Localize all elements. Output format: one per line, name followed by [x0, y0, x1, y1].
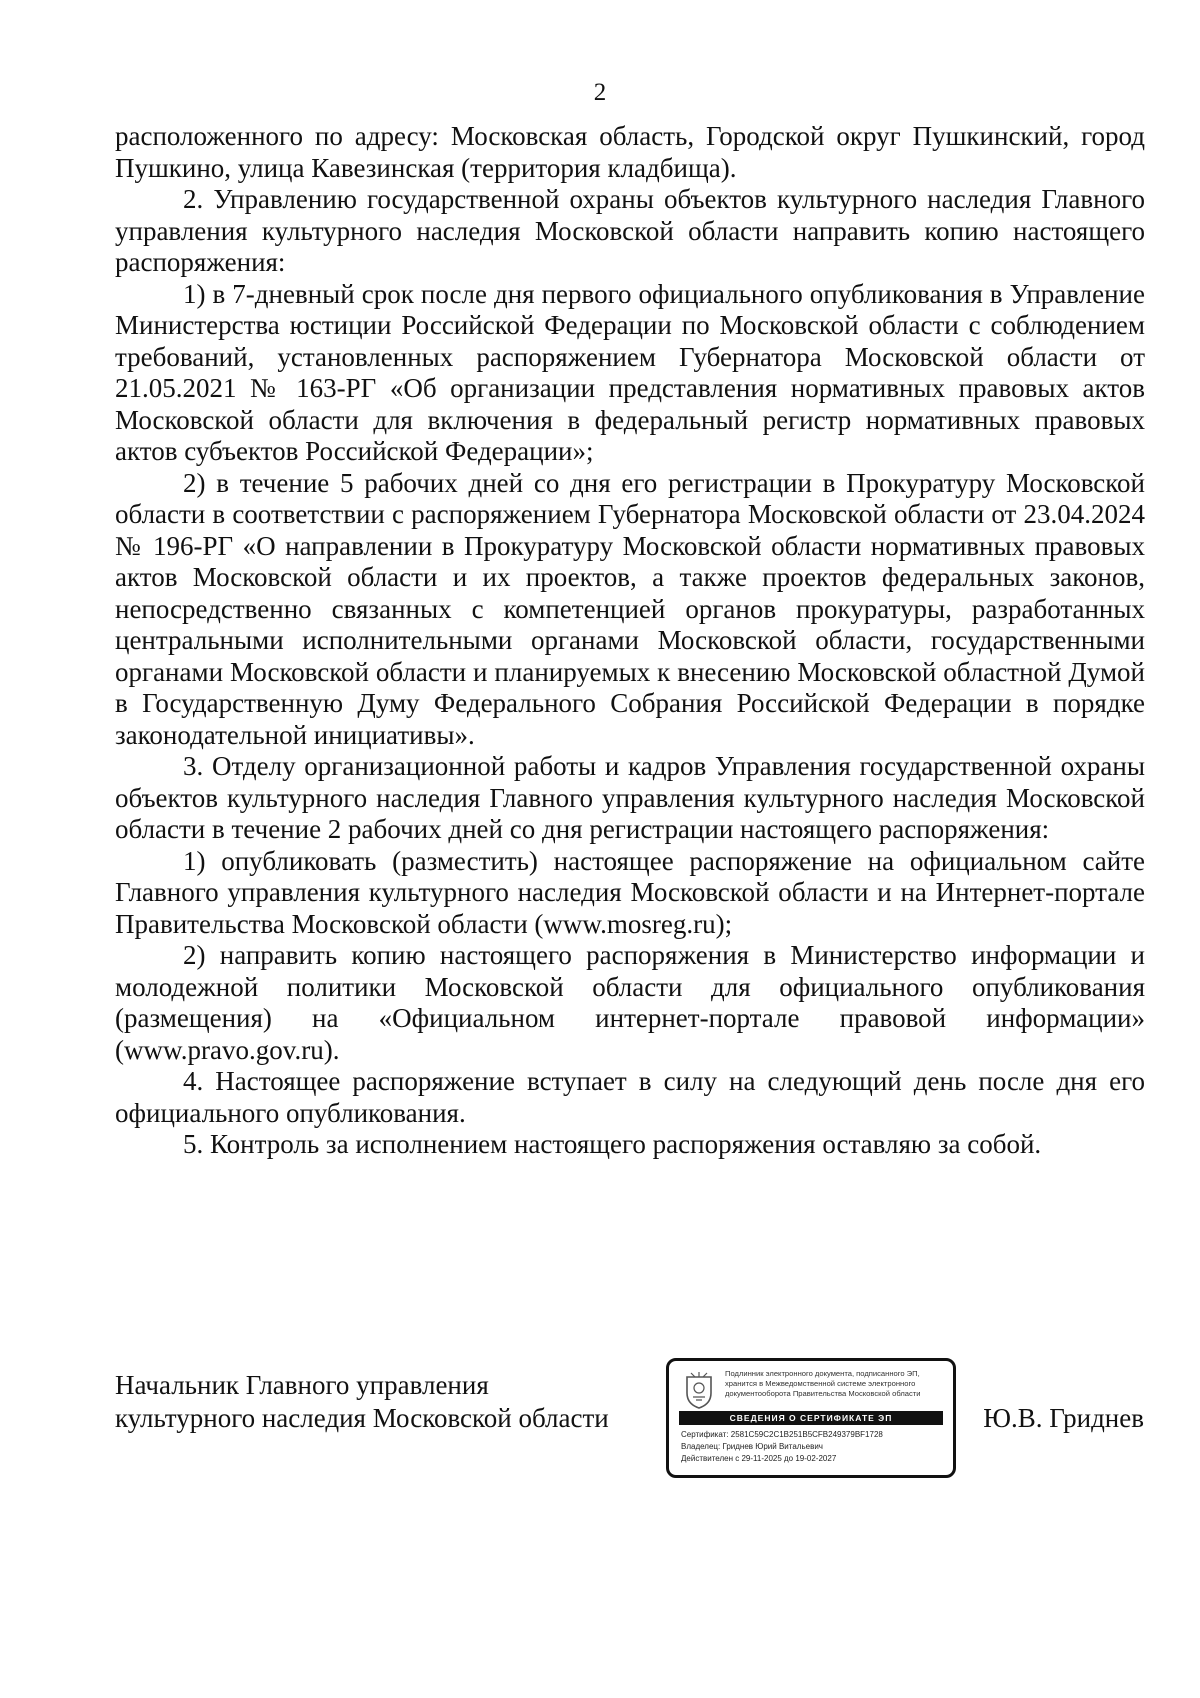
signer-position-line-1: Начальник Главного управления: [115, 1370, 489, 1400]
paragraph-item-5: 5. Контроль за исполнением настоящего распоряжения оставляю за собой.: [183, 1129, 1042, 1159]
stamp-note-line-3: документооборота Правительства Московской области: [725, 1389, 921, 1398]
stamp-owner: Владелец: Гриднев Юрий Витальевич: [681, 1442, 823, 1451]
paragraph-item-2: 2. Управлению государственной охраны объектов культурного наследия Главного управления культурного наследия Московской области направить копию настоящего распоряжения:: [115, 184, 1145, 277]
paragraph-item-4: 4. Настоящее распоряжение вступает в силу на следующий день после дня его официального опубликования.: [115, 1066, 1145, 1128]
coat-of-arms-icon: [679, 1371, 719, 1411]
stamp-details: [681, 1429, 949, 1465]
stamp-note-line-1: Подлинник электронного документа, подписанного ЭП,: [725, 1369, 920, 1378]
page-number: 2: [593, 79, 607, 106]
signer-position-line-2: культурного наследия Московской области: [115, 1403, 609, 1433]
stamp-header: СВЕДЕНИЯ О СЕРТИФИКАТЕ ЭП: [679, 1411, 943, 1425]
document-body: [115, 121, 1145, 1161]
paragraph-address-continuation: расположенного по адресу: Московская область, Городской округ Пушкинский, город Пушкино, улица Кавезинская (территория кладбища).: [115, 121, 1145, 183]
signer-name: Ю.В. Гриднев: [983, 1403, 1144, 1433]
paragraph-item-3: 3. Отделу организационной работы и кадров Управления государственной охраны объектов культурного наследия Главного управления культурного наследия Московской области в течение 2 рабочих дней со дня регистрации настоящего распоряжения:: [115, 751, 1145, 844]
stamp-validity: Действителен с 29-11-2025 до 19-02-2027: [681, 1454, 837, 1463]
stamp-note-line-2: хранится в Межведомственной системе электронного: [725, 1379, 916, 1388]
electronic-signature-stamp: [666, 1358, 956, 1478]
paragraph-item-3-2: 2) направить копию настоящего распоряжения в Министерство информации и молодежной политики Московской области для официального опубликования (размещения) на «Официальном интернет-портале правовой информации» (www.pravo.gov.ru).: [115, 940, 1145, 1065]
signer-position: [115, 1369, 675, 1435]
paragraph-item-2-2: 2) в течение 5 рабочих дней со дня его регистрации в Прокуратуру Московской области в соответствии с распоряжением Губернатора Московской области от 23.04.2024 № 196-РГ «О направлении в Прокуратуру Московской области нормативных правовых актов Московской области и их проектов, а также проектов федеральных законов, непосредственно связанных с компетенцией органов прокуратуры, разработанных центральными исполнительными органами Московской области, государственными органами Московской области и планируемых к внесению Московской областной Думой в Государственную Думу Федерального Собрания Российской Федерации в порядке законодательной инициативы».: [115, 467, 1145, 750]
stamp-certificate: Сертификат: 2581C59C2C1B251B5CFB249379BF1728: [681, 1430, 883, 1439]
paragraph-item-3-1: 1) опубликовать (разместить) настоящее распоряжение на официальном сайте Главного управления культурного наследия Московской области и на Интернет-портале Правительства Московской области (www.mosreg.ru);: [115, 845, 1145, 939]
stamp-storage-note: [725, 1369, 951, 1399]
paragraph-item-2-1: 1) в 7-дневный срок после дня первого официального опубликования в Управление Министерства юстиции Российской Федерации по Московской области с соблюдением требований, установленных распоряжением Губернатора Московской области от 21.05.2021 № 163-РГ «Об организации представления нормативных правовых актов Московской области для включения в федеральный регистр нормативных правовых актов субъектов Российской Федерации»;: [115, 278, 1145, 466]
